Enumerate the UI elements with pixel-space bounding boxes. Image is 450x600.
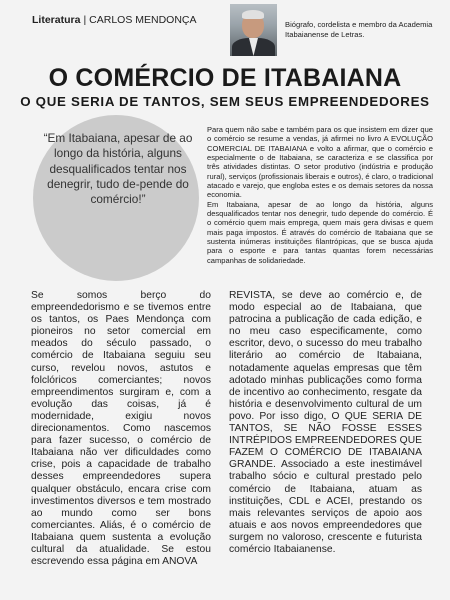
author-bio: Biógrafo, cordelista e membro da Academia Itabaianense de Letras. [285,20,433,39]
article-title: O COMÉRCIO DE ITABAIANA [48,64,402,92]
section-label: Literatura [32,14,81,26]
pull-quote: “Em Itabaiana, apesar de ao longo da história, alguns desqualificados tentar nos denegrir, tudo de-pende do comércio!” [43,131,193,207]
intro-text [207,125,433,265]
body-column-left: Se somos berço do empreendedorismo e se tivemos entre os tantos, os Paes Mendonça com pioneiros no setor comercial em meados do século passado, o comércio de Itabaiana seguiu seu curso, revelou novos, astutos e folclóricos comerciantes; novos empreendimentos surgiram e, com a evolução das coisas, já é modernidade, exigiu novos direcionamentos. Como nascemos para fazer sucesso, o comércio de Itabaiana não ver dificuldades como crise, pois a capacidade de trabalho desses empreendedores supera qualquer obstáculo, encara crise com investimentos diversos e tem mostrado ao mundo como ser bons comerciantes. Aliás, é o comércio de Itabaiana quem sustenta a evolução cultural da atualidade. Se estou escrevendo essa página em ANOVA [31,290,211,568]
author-photo [230,4,277,56]
page-header [32,14,197,26]
author-name: CARLOS MENDONÇA [89,14,197,26]
header-separator: | [83,14,87,26]
article-subtitle: O QUE SERIA DE TANTOS, SEM SEUS EMPREENDEDORES [20,94,430,109]
body-column-right: REVISTA, se deve ao comércio e, de modo especial ao de Itabaiana, que patrocina a publicação de cada edição, e no meu caso especificamente, como escritor, devo, o sucesso do meu trabalho literário ao comércio de Itabaiana, notadamente aquelas empresas que têm adotado minhas publicações como forma de incentivo ao conhecimento, resgate da história e desenvolvimento cultural de um povo. Por isso digo, O QUE SERIA DE TANTOS, SE NÃO FOSSE ESSES INTRÉPIDOS EMPREENDEDORES QUE FAZEM O COMÉRCIO DE ITABAIANA GRANDE. Associado a este inestimável trabalho sócio e cultural prestado pelo comércio de Itabaiana, atuam as instituições, CDL e ACEI, prestando os mais relevantes serviços de apoio aos atuais e aos novos empreendedores que surgem no valoroso, crescente e futurista comércio Itabaianense. [229,290,422,555]
intro-paragraph: Para quem não sabe e também para os que insistem em dizer que o comércio se resume a vendas, já afirmei no livro A EVOLUÇÃO COMERCIAL DE ITABAIANA e volto a afirmar, que o comércio e especialmente o de Itabaiana, se caracteriza e se classifica por três atividades distintas. O setor produtivo (indústria e produção rural), serviços (profissionais liberais e outros), é claro, o tradicional atacado e varejo, que engloba estes e os demais setores da nossa economia. [207,125,433,200]
intro-paragraph: Em Itabaiana, apesar de ao longo da história, alguns desqualificados tentar nos denegrir, tudo depende do comércio. É o comércio quem mais emprega, quem mais gera divisas e quem mais paga impostos. É através do comércio de Itabaiana que se sustenta inúmeras instituições filantrópicas, que se busca ajuda para o esporte e para tantas quantas forem necessárias campanhas de solidariedade. [207,199,433,265]
